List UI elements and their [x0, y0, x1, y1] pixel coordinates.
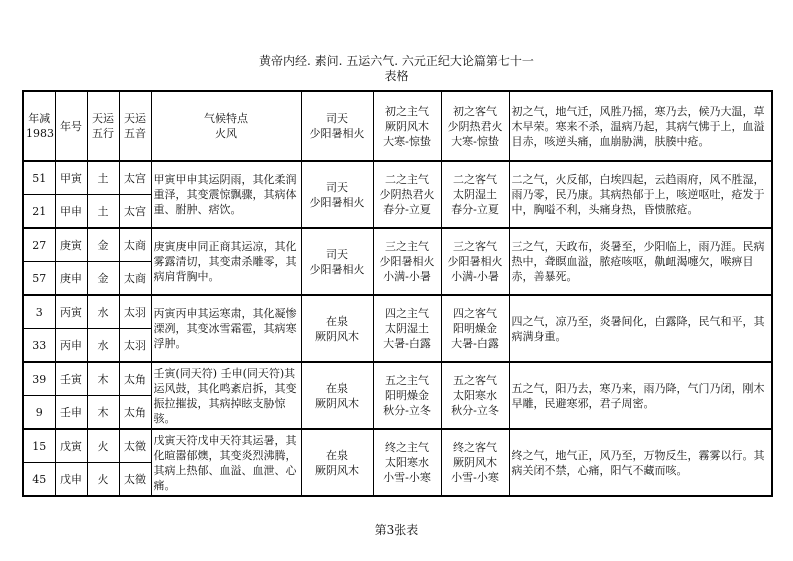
tone-cell: 太角 [119, 396, 151, 430]
guest-qi-line1: 四之客气 [453, 307, 497, 320]
climate-cell: 壬寅(同天符) 壬申(同天符)其运风鼓，其化鸣紊启拆，其变振拉摧拔，其病掉眩支胁惊骇。 [151, 362, 301, 429]
guest-qi-line2: 阳明燥金 [453, 322, 497, 335]
five-movements-table [22, 90, 773, 497]
description-cell: 二之气，火反郁，白埃四起，云趋雨府，风不胜湿，雨乃零，民乃康。其病热郁于上，咳逆呕吐，疮发于中，胸嗌不利，头痛身热，昏愦脓疮。 [509, 161, 772, 228]
header-guest-qi-line3: 大寒-惊蛰 [451, 134, 499, 148]
sitian-line2: 少阳暑相火 [309, 195, 365, 209]
host-qi-line3: 小雪-小寒 [383, 471, 431, 484]
element-cell: 金 [87, 262, 119, 296]
description-cell: 五之气，阳乃去，寒乃来，雨乃降，气门乃闭，刚木早雕，民避寒邪，君子周密。 [509, 362, 772, 429]
host-qi-cell [373, 429, 441, 496]
document-title: 黄帝内经. 素问. 五运六气. 六元正纪大论篇第七十一 [259, 54, 534, 68]
host-qi-line3: 春分-立夏 [383, 203, 431, 216]
sitian-cell [301, 429, 373, 496]
climate-cell: 丙寅丙申其运寒肃，其化凝惨溧冽，其变冰雪霜雹，其病寒浮肿。 [151, 295, 301, 362]
header-guest-qi-line2: 少阴热君火 [447, 119, 503, 133]
header-sitian [301, 91, 373, 161]
sitian-line2: 少阳暑相火 [309, 262, 365, 276]
table-row [23, 429, 772, 463]
document-subtitle: 表格 [384, 69, 409, 83]
element-cell: 火 [87, 463, 119, 497]
year-name-cell: 壬申 [55, 396, 87, 430]
element-cell: 火 [87, 429, 119, 463]
year-name-cell: 庚寅 [55, 228, 87, 262]
sitian-line1: 在泉 [326, 314, 348, 328]
header-sitian-line1: 司天 [326, 112, 348, 125]
host-qi-line2: 太阴湿土 [385, 322, 429, 335]
host-qi-cell [373, 228, 441, 295]
header-climate [151, 91, 301, 161]
sitian-line2: 厥阴风木 [315, 463, 359, 477]
year-offset-cell: 3 [23, 295, 55, 329]
sitian-cell [301, 228, 373, 295]
host-qi-cell [373, 161, 441, 228]
sitian-line2: 厥阴风木 [315, 329, 359, 343]
climate-cell: 庚寅庚申同正商其运凉，其化雾露清切，其变肃杀雕零，其病肩背胸中。 [151, 228, 301, 295]
year-name-cell: 甲寅 [55, 161, 87, 195]
tone-cell: 太羽 [119, 329, 151, 363]
element-cell: 木 [87, 396, 119, 430]
table-row [23, 161, 772, 195]
table-row [23, 362, 772, 396]
header-row [23, 91, 772, 161]
header-description: 初之气，地气迁，风胜乃摇，寒乃去，候乃大温，草木早荣。寒来不杀，温病乃起，其病气怫于上，血溢目赤，咳逆头痛，血崩胁满，肤腠中疮。 [509, 91, 772, 161]
sitian-cell [301, 362, 373, 429]
guest-qi-line3: 小雪-小寒 [451, 471, 499, 484]
climate-cell: 戊寅天符戊申天符其运暑，其化暄嚣郁燠，其变炎烈沸腾，其病上热郁、血溢、血泄、心痛。 [151, 429, 301, 496]
year-offset-cell: 57 [23, 262, 55, 296]
guest-qi-line3: 小满-小暑 [451, 270, 499, 283]
host-qi-line2: 少阴热君火 [379, 188, 435, 201]
guest-qi-line2: 太阳寒水 [453, 389, 497, 402]
page-footer: 第3张表 [374, 523, 419, 537]
header-host-qi-line2: 厥阴风木 [385, 119, 429, 133]
year-offset-cell: 51 [23, 161, 55, 195]
tone-cell: 太徵 [119, 463, 151, 497]
year-offset-cell: 33 [23, 329, 55, 363]
host-qi-line3: 秋分-立冬 [383, 404, 431, 417]
climate-cell: 甲寅甲申其运阴雨，其化柔润重泽，其变震惊飘骤，其病体重、胕肿、痞饮。 [151, 161, 301, 228]
tone-cell: 太羽 [119, 295, 151, 329]
host-qi-cell [373, 295, 441, 362]
year-offset-cell: 27 [23, 228, 55, 262]
guest-qi-line2: 太阴湿土 [453, 188, 497, 201]
guest-qi-cell [441, 228, 509, 295]
year-offset-cell: 15 [23, 429, 55, 463]
host-qi-line1: 五之主气 [385, 374, 429, 387]
guest-qi-line1: 二之客气 [453, 173, 497, 186]
tone-cell: 太商 [119, 262, 151, 296]
guest-qi-cell [441, 429, 509, 496]
tone-cell: 太商 [119, 228, 151, 262]
host-qi-line1: 四之主气 [385, 307, 429, 320]
header-sitian-line2: 少阳暑相火 [309, 127, 365, 140]
element-cell: 金 [87, 228, 119, 262]
sitian-cell [301, 295, 373, 362]
guest-qi-line1: 终之客气 [453, 441, 497, 454]
header-host-qi [373, 91, 441, 161]
sitian-line2: 厥阴风木 [315, 396, 359, 410]
tone-cell: 太宫 [119, 161, 151, 195]
year-name-cell: 丙寅 [55, 295, 87, 329]
tone-cell: 太角 [119, 362, 151, 396]
table-row [23, 295, 772, 329]
year-name-cell: 壬寅 [55, 362, 87, 396]
tone-cell: 太徵 [119, 429, 151, 463]
header-host-qi-line3: 大寒-惊蛰 [383, 134, 431, 148]
host-qi-line1: 三之主气 [385, 240, 429, 253]
header-guest-qi [441, 91, 509, 161]
sitian-cell [301, 161, 373, 228]
element-cell: 木 [87, 362, 119, 396]
host-qi-line2: 少阳暑相火 [379, 255, 435, 268]
element-cell: 水 [87, 295, 119, 329]
description-cell: 四之气，凉乃至，炎暑间化，白露降，民气和平，其病满身重。 [509, 295, 772, 362]
year-name-cell: 丙申 [55, 329, 87, 363]
tone-cell: 太宫 [119, 195, 151, 229]
header-year-offset: 年减1983 [23, 91, 55, 161]
year-name-cell: 戊寅 [55, 429, 87, 463]
table-row [23, 228, 772, 262]
sitian-line1: 司天 [326, 247, 348, 261]
year-name-cell: 甲申 [55, 195, 87, 229]
guest-qi-cell [441, 161, 509, 228]
year-offset-cell: 45 [23, 463, 55, 497]
guest-qi-line3: 春分-立夏 [451, 203, 499, 216]
host-qi-line1: 二之主气 [385, 173, 429, 186]
guest-qi-cell [441, 295, 509, 362]
host-qi-line2: 阳明燥金 [385, 389, 429, 402]
guest-qi-line1: 五之客气 [453, 374, 497, 387]
sitian-line1: 在泉 [326, 381, 348, 395]
host-qi-line1: 终之主气 [385, 441, 429, 454]
header-year-name: 年号 [55, 91, 87, 161]
year-name-cell: 庚申 [55, 262, 87, 296]
year-offset-cell: 39 [23, 362, 55, 396]
host-qi-line3: 大暑-白露 [383, 337, 431, 350]
header-guest-qi-line1: 初之客气 [453, 104, 497, 118]
sitian-line1: 司天 [326, 180, 348, 194]
header-tone: 天运五音 [119, 91, 151, 161]
element-cell: 土 [87, 161, 119, 195]
guest-qi-line3: 秋分-立冬 [451, 404, 499, 417]
guest-qi-line1: 三之客气 [453, 240, 497, 253]
element-cell: 水 [87, 329, 119, 363]
year-offset-cell: 21 [23, 195, 55, 229]
host-qi-line2: 太阳寒水 [385, 456, 429, 469]
sitian-line1: 在泉 [326, 448, 348, 462]
header-climate-line2: 火风 [215, 127, 237, 140]
host-qi-cell [373, 362, 441, 429]
guest-qi-line3: 大暑-白露 [451, 337, 499, 350]
guest-qi-cell [441, 362, 509, 429]
description-cell: 终之气，地气正，风乃至，万物反生，霧雾以行。其病关闭不禁，心痛，阳气不藏而咳。 [509, 429, 772, 496]
guest-qi-line2: 少阳暑相火 [447, 255, 503, 268]
description-cell: 三之气，天政布，炎暑至，少阳临上，雨乃涯。民病热中，聋瞑血溢，脓疮咳呕，鼽衄渴嚏欠，喉痹目赤，善暴死。 [509, 228, 772, 295]
element-cell: 土 [87, 195, 119, 229]
header-climate-line1: 气候特点 [204, 112, 248, 125]
header-host-qi-line1: 初之主气 [385, 104, 429, 118]
year-name-cell: 戊申 [55, 463, 87, 497]
host-qi-line3: 小满-小暑 [383, 270, 431, 283]
year-offset-cell: 9 [23, 396, 55, 430]
header-element: 天运五行 [87, 91, 119, 161]
guest-qi-line2: 厥阴风木 [453, 456, 497, 469]
